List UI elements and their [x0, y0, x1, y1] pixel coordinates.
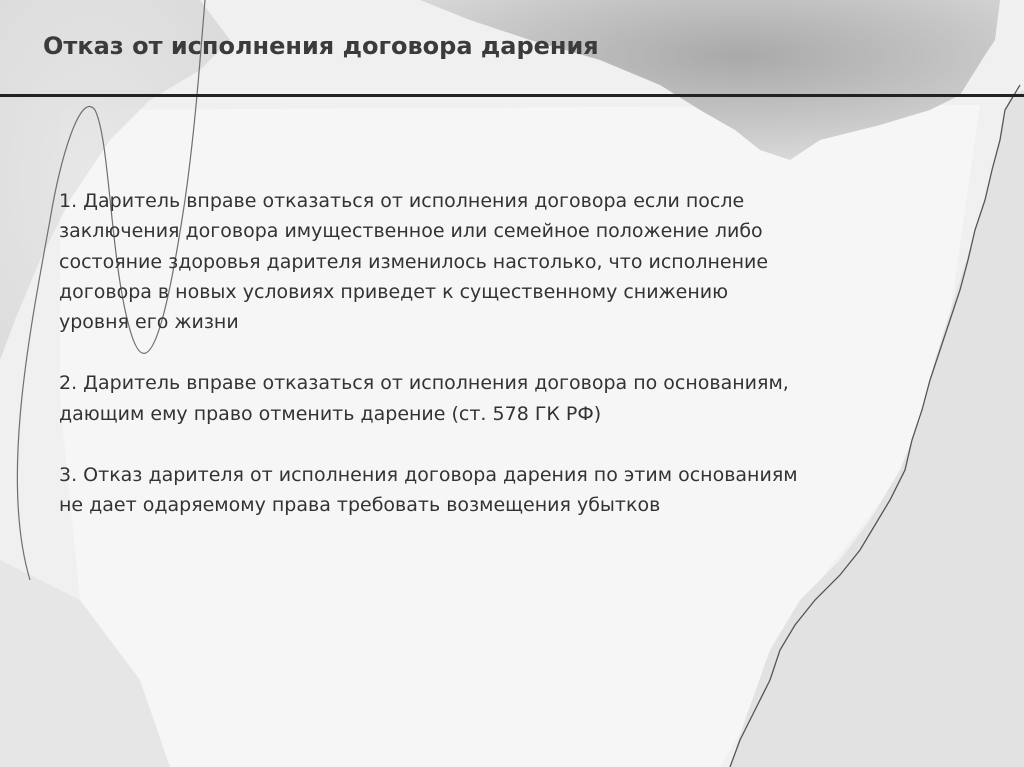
paragraph-1-line-5: уровня его жизни: [59, 311, 239, 334]
paragraph-1-line-3: состояние здоровья дарителя изменилось настолько, что исполнение: [59, 250, 769, 273]
paragraph-1-line-2: заключения договора имущественное или семейное положение либо: [59, 220, 763, 243]
paragraph-3: [59, 460, 999, 521]
paragraph-1-line-4: договора в новых условиях приведет к существенному снижению: [59, 280, 729, 303]
paragraph-3-line-2: не дает одаряемому права требовать возмещения убытков: [59, 494, 661, 517]
title-divider: [0, 94, 1024, 97]
paragraph-1: [59, 186, 999, 337]
paragraph-2-line-2: дающим ему право отменить дарение (ст. 578 ГК РФ): [59, 402, 602, 425]
paragraph-2: [59, 368, 999, 429]
paragraph-2-line-1: 2. Даритель вправе отказаться от исполнения договора по основаниям,: [59, 372, 789, 395]
slide-title: Отказ от исполнения договора дарения: [43, 32, 599, 60]
slide-body: [59, 186, 999, 552]
paragraph-3-line-1: 3. Отказ дарителя от исполнения договора дарения по этим основаниям: [59, 464, 798, 487]
paragraph-1-line-1: 1. Даритель вправе отказаться от исполнения договора если после: [59, 190, 745, 212]
